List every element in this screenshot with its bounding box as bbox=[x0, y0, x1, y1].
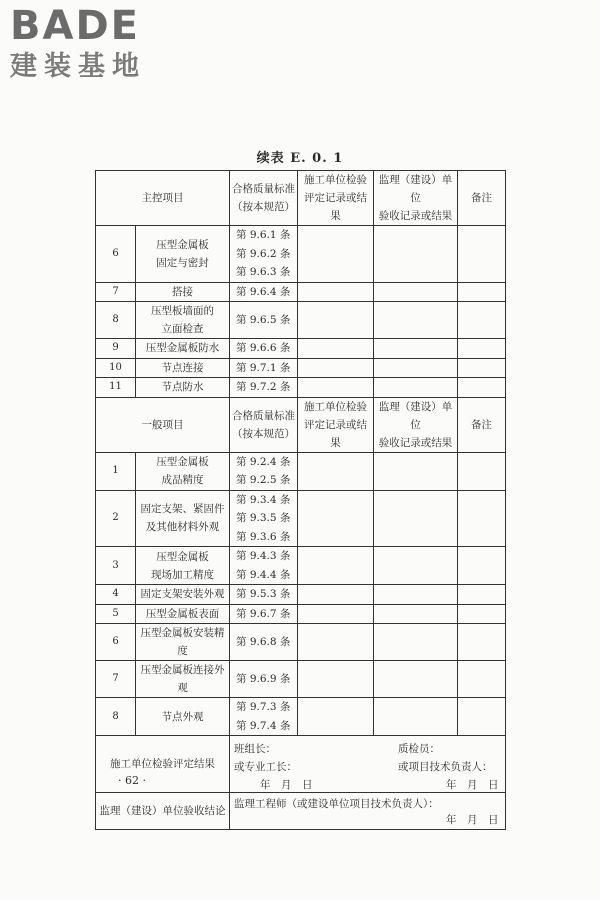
cell-line: 第 9.6.8 条 bbox=[236, 635, 291, 648]
table-row bbox=[96, 339, 506, 359]
header-item: 主控项目 bbox=[96, 171, 230, 226]
cell-line: 第 9.5.3 条 bbox=[236, 588, 291, 600]
remarks-cell[interactable] bbox=[458, 339, 506, 359]
cell-line: 第 9.6.6 条 bbox=[236, 342, 291, 354]
row-item bbox=[136, 661, 230, 698]
row-clauses bbox=[230, 282, 298, 302]
cell-line: 第 9.7.1 条 bbox=[236, 361, 291, 374]
construction-record-cell[interactable] bbox=[298, 339, 374, 359]
remarks-cell[interactable] bbox=[458, 358, 506, 378]
row-clauses bbox=[230, 226, 298, 283]
row-number: 10 bbox=[96, 358, 136, 378]
row-clauses bbox=[230, 452, 298, 490]
cell-line: （按本规范） bbox=[232, 201, 295, 213]
construction-record-cell[interactable] bbox=[298, 547, 374, 585]
cell-line: 成品精度 bbox=[161, 474, 204, 486]
supervision-record-cell[interactable] bbox=[374, 585, 458, 605]
table-row bbox=[96, 604, 506, 624]
remarks-cell[interactable] bbox=[458, 452, 506, 490]
remarks-cell[interactable] bbox=[458, 282, 506, 302]
table-row bbox=[96, 358, 506, 378]
construction-record-cell[interactable] bbox=[298, 624, 374, 661]
cell-line: 第 9.6.7 条 bbox=[236, 607, 291, 620]
cell-line: 第 9.6.2 条 bbox=[236, 247, 291, 260]
row-item bbox=[136, 282, 230, 302]
cell-line: 固定与密封 bbox=[156, 256, 209, 269]
foreman-label: 或专业工长： bbox=[234, 761, 297, 773]
supervision-record-cell[interactable] bbox=[374, 547, 458, 585]
cell-line: 施工单位检验 bbox=[304, 400, 367, 413]
remarks-cell[interactable] bbox=[458, 547, 506, 585]
row-item bbox=[136, 452, 230, 490]
cell-line: 合格质量标准 bbox=[232, 183, 295, 195]
table-title: 续表 E. 0. 1 bbox=[256, 151, 344, 166]
supervision-result-row bbox=[96, 793, 506, 830]
cell-line: 第 9.6.1 条 bbox=[236, 229, 291, 241]
row-number: 4 bbox=[96, 585, 136, 605]
supervision-signature-area[interactable] bbox=[230, 793, 506, 830]
supervision-record-cell[interactable] bbox=[374, 452, 458, 490]
construction-record-cell[interactable] bbox=[298, 226, 374, 283]
header-col3 bbox=[298, 171, 374, 226]
cell-line: 节点外观 bbox=[161, 710, 204, 723]
construction-record-cell[interactable] bbox=[298, 302, 374, 339]
cell-line: 压型板墙面的 bbox=[151, 305, 214, 317]
row-item bbox=[136, 302, 230, 339]
row-number: 5 bbox=[96, 604, 136, 624]
cell-line: 监理（建设）单位 bbox=[378, 174, 453, 204]
header-col3 bbox=[298, 397, 374, 452]
table-body bbox=[96, 171, 506, 830]
general-items-header bbox=[96, 397, 506, 452]
construction-record-cell[interactable] bbox=[298, 698, 374, 736]
table-row bbox=[96, 661, 506, 698]
cell-line: 施工单位检验 bbox=[304, 174, 367, 186]
cell-line: 第 9.6.4 条 bbox=[236, 285, 291, 298]
cell-line: 第 9.6.3 条 bbox=[236, 266, 291, 278]
construction-record-cell[interactable] bbox=[298, 661, 374, 698]
cell-line: 监理（建设）单位 bbox=[378, 400, 453, 431]
table-row bbox=[96, 547, 506, 585]
construction-record-cell[interactable] bbox=[298, 604, 374, 624]
cell-line: 立面检查 bbox=[161, 323, 204, 335]
row-item bbox=[136, 547, 230, 585]
row-number: 8 bbox=[96, 698, 136, 736]
table-row bbox=[96, 624, 506, 661]
row-item bbox=[136, 339, 230, 359]
date-left: 年 月 日 bbox=[260, 779, 313, 791]
table-row bbox=[96, 698, 506, 736]
inspector-label: 质检员： bbox=[398, 743, 440, 755]
cell-line: 固定支架安装外观 bbox=[140, 588, 225, 601]
table-row bbox=[96, 226, 506, 283]
row-clauses bbox=[230, 490, 298, 547]
header-col2 bbox=[230, 171, 298, 226]
cell-line: 现场加工精度 bbox=[151, 568, 214, 581]
cell-line: 验收记录或结果 bbox=[378, 436, 453, 449]
construction-record-cell[interactable] bbox=[298, 378, 374, 398]
logo-wordmark: BADE bbox=[10, 3, 140, 49]
row-number: 11 bbox=[96, 378, 136, 398]
cell-line: 及其他材料外观 bbox=[145, 521, 220, 534]
remarks-cell[interactable] bbox=[458, 604, 506, 624]
cell-line: 压型金属板表面 bbox=[145, 607, 220, 620]
cell-line: 验收记录或结果 bbox=[378, 210, 453, 222]
construction-record-cell[interactable] bbox=[298, 452, 374, 490]
row-number: 6 bbox=[96, 624, 136, 661]
row-clauses bbox=[230, 547, 298, 585]
supervision-record-cell[interactable] bbox=[374, 226, 458, 283]
remarks-cell[interactable] bbox=[458, 378, 506, 398]
cell-line: 压型金属板安装精度 bbox=[140, 627, 225, 657]
table-row bbox=[96, 490, 506, 547]
remarks-cell[interactable] bbox=[458, 585, 506, 605]
cell-line: 固定支架、紧固件 bbox=[140, 503, 225, 516]
cell-line: 第 9.7.4 条 bbox=[236, 719, 291, 732]
supervision-record-cell[interactable] bbox=[374, 698, 458, 736]
main-items-header bbox=[96, 171, 506, 226]
tech-lead-label: 或项目技术负责人： bbox=[398, 761, 493, 773]
cell-line: 第 9.3.4 条 bbox=[236, 493, 291, 506]
remarks-cell[interactable] bbox=[458, 490, 506, 547]
supervision-record-cell[interactable] bbox=[374, 302, 458, 339]
row-item bbox=[136, 378, 230, 398]
cell-line: 合格质量标准 bbox=[232, 409, 295, 422]
remarks-cell[interactable] bbox=[458, 624, 506, 661]
cell-line: 第 9.3.6 条 bbox=[236, 530, 291, 543]
header-col2 bbox=[230, 397, 298, 452]
cell-line: 第 9.6.5 条 bbox=[236, 313, 291, 326]
row-clauses bbox=[230, 378, 298, 398]
table-row bbox=[96, 282, 506, 302]
header-remarks: 备注 bbox=[458, 171, 506, 226]
construction-record-cell[interactable] bbox=[298, 358, 374, 378]
supervision-result-label: 监理（建设）单位验收结论 bbox=[96, 793, 230, 830]
supervision-record-cell[interactable] bbox=[374, 282, 458, 302]
row-clauses bbox=[230, 661, 298, 698]
cell-line: 评定记录或结果 bbox=[304, 418, 367, 449]
row-number: 6 bbox=[96, 226, 136, 283]
team-leader-label: 班组长： bbox=[234, 743, 276, 755]
construction-record-cell[interactable] bbox=[298, 585, 374, 605]
table-row bbox=[96, 378, 506, 398]
supervision-record-cell[interactable] bbox=[374, 661, 458, 698]
table-row bbox=[96, 585, 506, 605]
row-clauses bbox=[230, 358, 298, 378]
table-row bbox=[96, 302, 506, 339]
cell-line: 第 9.7.2 条 bbox=[236, 381, 291, 393]
construction-record-cell[interactable] bbox=[298, 490, 374, 547]
row-clauses bbox=[230, 302, 298, 339]
inspection-record-table bbox=[95, 170, 506, 830]
header-col4 bbox=[374, 171, 458, 226]
row-clauses bbox=[230, 604, 298, 624]
cell-line: 第 9.6.9 条 bbox=[236, 672, 291, 685]
row-number: 7 bbox=[96, 282, 136, 302]
cell-line: 第 9.2.4 条 bbox=[236, 455, 291, 468]
cell-line: 第 9.3.5 条 bbox=[236, 512, 291, 524]
construction-signature-area[interactable] bbox=[230, 736, 506, 793]
logo-subtitle: 建装基地 bbox=[10, 51, 146, 82]
remarks-cell[interactable] bbox=[458, 698, 506, 736]
supervision-record-cell[interactable] bbox=[374, 624, 458, 661]
supervision-record-cell[interactable] bbox=[374, 339, 458, 359]
remarks-cell[interactable] bbox=[458, 661, 506, 698]
row-clauses bbox=[230, 624, 298, 661]
table-row bbox=[96, 452, 506, 490]
cell-line: 压型金属板连接外观 bbox=[140, 664, 225, 694]
cell-line: 压型金属板 bbox=[156, 550, 209, 563]
page-number: · 62 · bbox=[118, 774, 146, 787]
construction-record-cell[interactable] bbox=[298, 282, 374, 302]
row-number: 7 bbox=[96, 661, 136, 698]
header-col4 bbox=[374, 397, 458, 452]
row-number: 2 bbox=[96, 490, 136, 547]
row-item bbox=[136, 604, 230, 624]
engineer-label: 监理工程师（或建设单位项目技术负责人）： bbox=[234, 798, 439, 810]
row-clauses bbox=[230, 585, 298, 605]
row-item bbox=[136, 624, 230, 661]
cell-line: 压型金属板 bbox=[156, 238, 209, 251]
row-item bbox=[136, 358, 230, 378]
row-number: 9 bbox=[96, 339, 136, 359]
supervision-record-cell[interactable] bbox=[374, 490, 458, 547]
bade-logo bbox=[10, 4, 180, 88]
cell-line: 节点连接 bbox=[161, 361, 204, 374]
row-item bbox=[136, 585, 230, 605]
row-item bbox=[136, 226, 230, 283]
row-number: 8 bbox=[96, 302, 136, 339]
row-clauses bbox=[230, 339, 298, 359]
remarks-cell[interactable] bbox=[458, 226, 506, 283]
construction-result-row bbox=[96, 736, 506, 793]
supervision-date: 年 月 日 bbox=[446, 814, 499, 826]
header-item: 一般项目 bbox=[96, 397, 230, 452]
remarks-cell[interactable] bbox=[458, 302, 506, 339]
date-right: 年 月 日 bbox=[446, 779, 499, 791]
cell-line: 压型金属板防水 bbox=[145, 342, 220, 355]
cell-line: 节点防水 bbox=[161, 381, 204, 394]
cell-line: 第 9.4.4 条 bbox=[236, 568, 291, 581]
cell-line: 第 9.7.3 条 bbox=[236, 701, 291, 713]
header-remarks: 备注 bbox=[458, 397, 506, 452]
row-item bbox=[136, 698, 230, 736]
supervision-record-cell[interactable] bbox=[374, 378, 458, 398]
row-item bbox=[136, 490, 230, 547]
cell-line: （按本规范） bbox=[232, 427, 295, 440]
row-number: 1 bbox=[96, 452, 136, 490]
supervision-record-cell[interactable] bbox=[374, 358, 458, 378]
supervision-record-cell[interactable] bbox=[374, 604, 458, 624]
cell-line: 第 9.4.3 条 bbox=[236, 550, 291, 562]
construction-result-label: 施工单位检验评定结果 bbox=[96, 736, 230, 793]
cell-line: 第 9.2.5 条 bbox=[236, 474, 291, 486]
cell-line: 搭接 bbox=[172, 285, 193, 298]
row-number: 3 bbox=[96, 547, 136, 585]
row-clauses bbox=[230, 698, 298, 736]
cell-line: 压型金属板 bbox=[156, 456, 209, 468]
cell-line: 评定记录或结果 bbox=[304, 192, 367, 222]
